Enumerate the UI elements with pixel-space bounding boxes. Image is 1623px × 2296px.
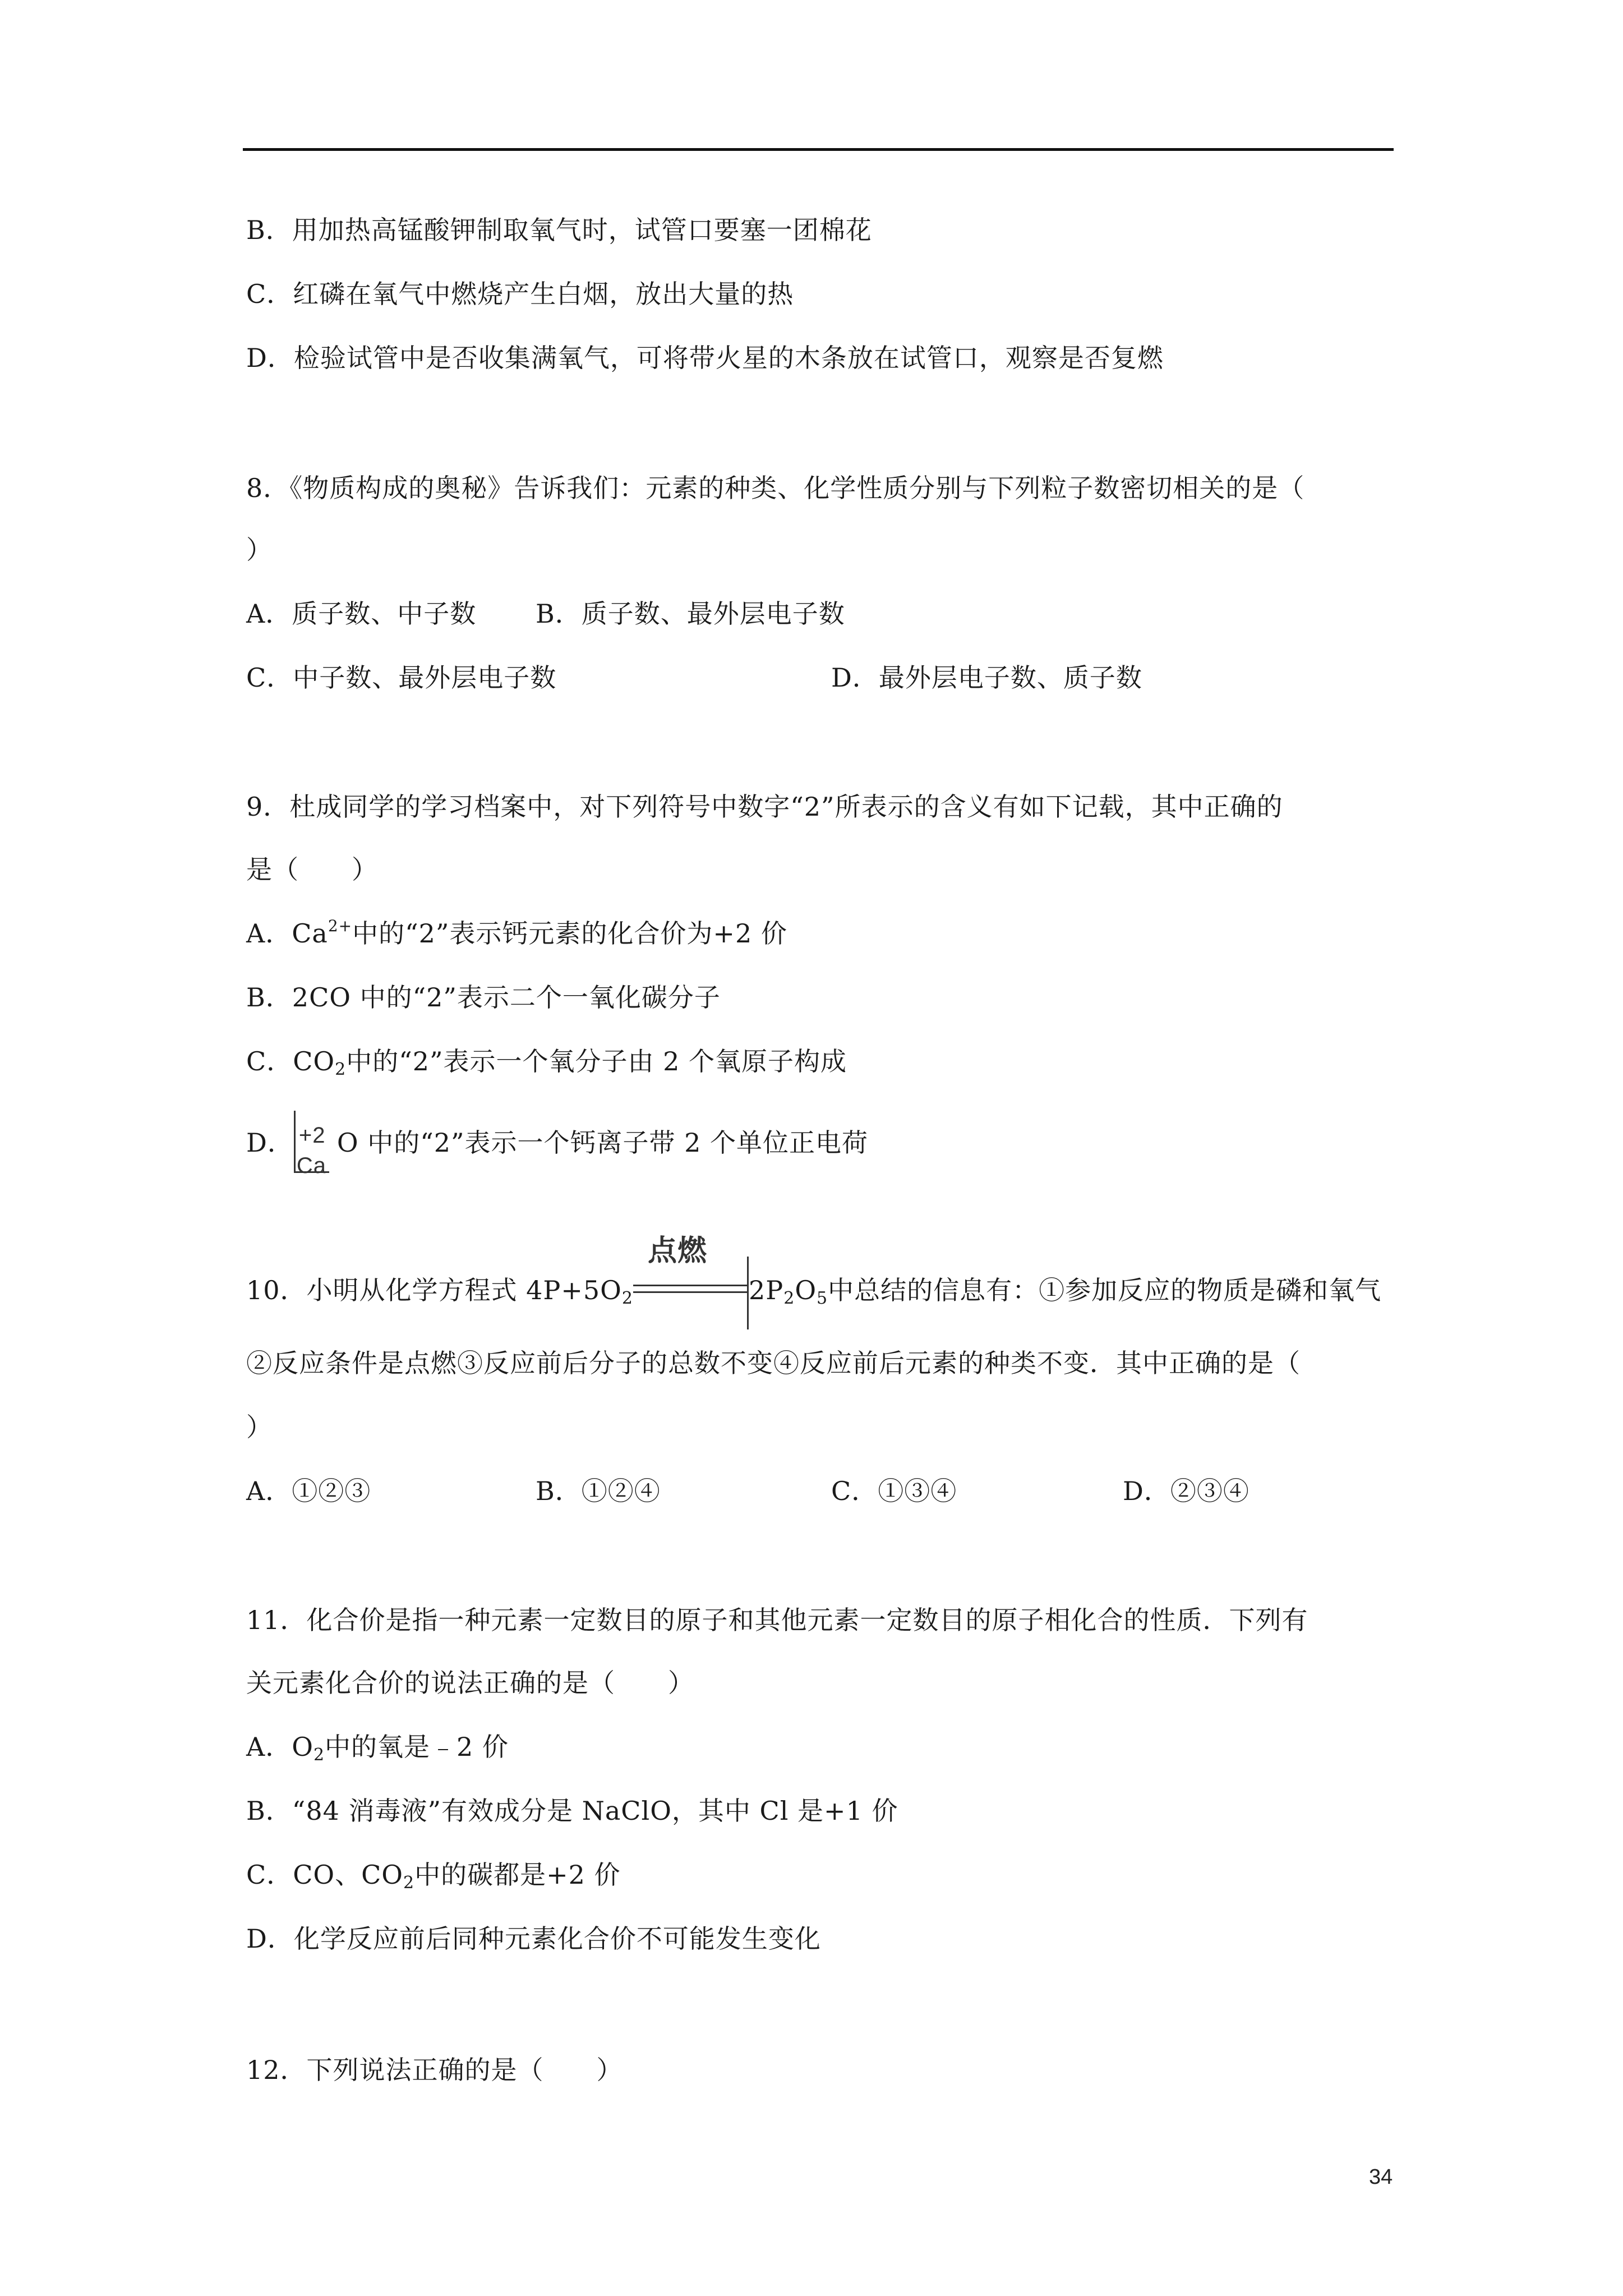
q12-stem: 12．下列说法正确的是（ ）	[246, 2055, 623, 2085]
q9-option-d	[246, 1111, 869, 1178]
q11-c-text: 中的碳都是+2 价	[414, 1860, 621, 1890]
q9-d-text: O 中的“2”表示一个钙离子带 2 个单位正电荷	[336, 1128, 869, 1158]
q11-a-label: A．O	[246, 1732, 313, 1762]
q11-stem-end: 关元素化合价的说法正确的是（ ）	[246, 1668, 694, 1698]
q10-option-b: B．①②④	[536, 1476, 661, 1506]
q11-stem: 11．化合价是指一种元素一定数目的原子和其他元素一定数目的原子相化合的性质．下列有	[246, 1605, 1308, 1635]
q8-option-c: C．中子数、最外层电子数	[246, 662, 557, 693]
q10-p-sub: 2	[783, 1289, 795, 1308]
q11-c-sub: 2	[403, 1873, 415, 1893]
q10-line2: ②反应条件是点燃③反应前后分子的总数不变④反应前后元素的种类不变．其中正确的是（	[246, 1348, 1301, 1378]
q11-option-a	[246, 1719, 509, 1775]
q10-line3: ）	[246, 1412, 273, 1442]
q11-a-text: 中的氧是﹣2 价	[325, 1732, 509, 1762]
valence-number: +2	[298, 1123, 326, 1148]
arrow-line-top	[633, 1285, 749, 1286]
q10-o-sub: 5	[817, 1289, 828, 1308]
q9-option-a	[246, 905, 787, 961]
q10-stem	[246, 1234, 1382, 1318]
q10-option-d: D．②③④	[1123, 1476, 1249, 1506]
q9-a-text: 中的“2”表示钙元素的化合价为+2 价	[352, 918, 787, 949]
q10-option-a: A．①②③	[246, 1476, 371, 1506]
valence-symbol-image	[294, 1111, 329, 1178]
q9-c-label: C．CO	[246, 1046, 335, 1076]
q10-stem-pre: 10．小明从化学方程式 4P+5O	[246, 1275, 622, 1305]
q7-option-d: D．检验试管中是否收集满氧气，可将带火星的木条放在试管口，观察是否复燃	[246, 343, 1164, 373]
arrow-line-bottom	[633, 1291, 749, 1293]
q9-option-c	[246, 1033, 847, 1089]
q9-option-b: B．2CO 中的“2”表示二个一氧化碳分子	[246, 982, 721, 1013]
arrow-edge	[747, 1257, 749, 1329]
q11-a-sub: 2	[313, 1745, 325, 1765]
q9-a-label: A．Ca	[246, 918, 328, 949]
q9-a-charge: 2+	[328, 917, 353, 935]
reaction-condition: 点燃	[648, 1234, 708, 1268]
q11-option-c	[246, 1847, 621, 1903]
q8-option-a: A．质子数、中子数	[246, 599, 477, 629]
q10-product-p: 2P	[749, 1275, 784, 1305]
q9-c-text: 中的“2”表示一个氧分子由 2 个氧原子构成	[346, 1046, 847, 1076]
q11-option-b: B．“84 消毒液”有效成分是 NaClO，其中 Cl 是+1 价	[246, 1796, 898, 1826]
page-number: 34	[1369, 2165, 1393, 2189]
q7-option-b: B．用加热高锰酸钾制取氧气时，试管口要塞一团棉花	[246, 215, 872, 245]
q8-stem: 8．《物质构成的奥秘》告诉我们：元素的种类、化学性质分别与下列粒子数密切相关的是（	[246, 473, 1305, 503]
q9-c-sub: 2	[335, 1060, 347, 1079]
q10-o2-sub: 2	[621, 1289, 633, 1308]
valence-element: Ca	[296, 1153, 327, 1178]
q11-c-label: C．CO、CO	[246, 1860, 404, 1890]
q7-option-c: C．红磷在氧气中燃烧产生白烟，放出大量的热	[246, 279, 794, 309]
q9-stem-end: 是（ ）	[246, 854, 378, 885]
q8-option-d: D．最外层电子数、质子数	[831, 662, 1142, 693]
q9-d-label: D．	[246, 1128, 294, 1158]
q8-stem-end: ）	[246, 535, 273, 565]
q8-option-b: B．质子数、最外层电子数	[536, 599, 845, 629]
q9-stem: 9．杜成同学的学习档案中，对下列符号中数字“2”所表示的含义有如下记载，其中正确的	[246, 792, 1283, 822]
q10-stem-post: 中总结的信息有：①参加反应的物质是磷和氧气	[828, 1275, 1382, 1305]
reaction-condition-arrow	[633, 1234, 749, 1318]
q10-option-c: C．①③④	[831, 1476, 957, 1506]
header-rule	[243, 148, 1394, 151]
q11-option-d: D．化学反应前后同种元素化合价不可能发生变化	[246, 1924, 821, 1954]
q10-product-o: O	[795, 1275, 817, 1305]
